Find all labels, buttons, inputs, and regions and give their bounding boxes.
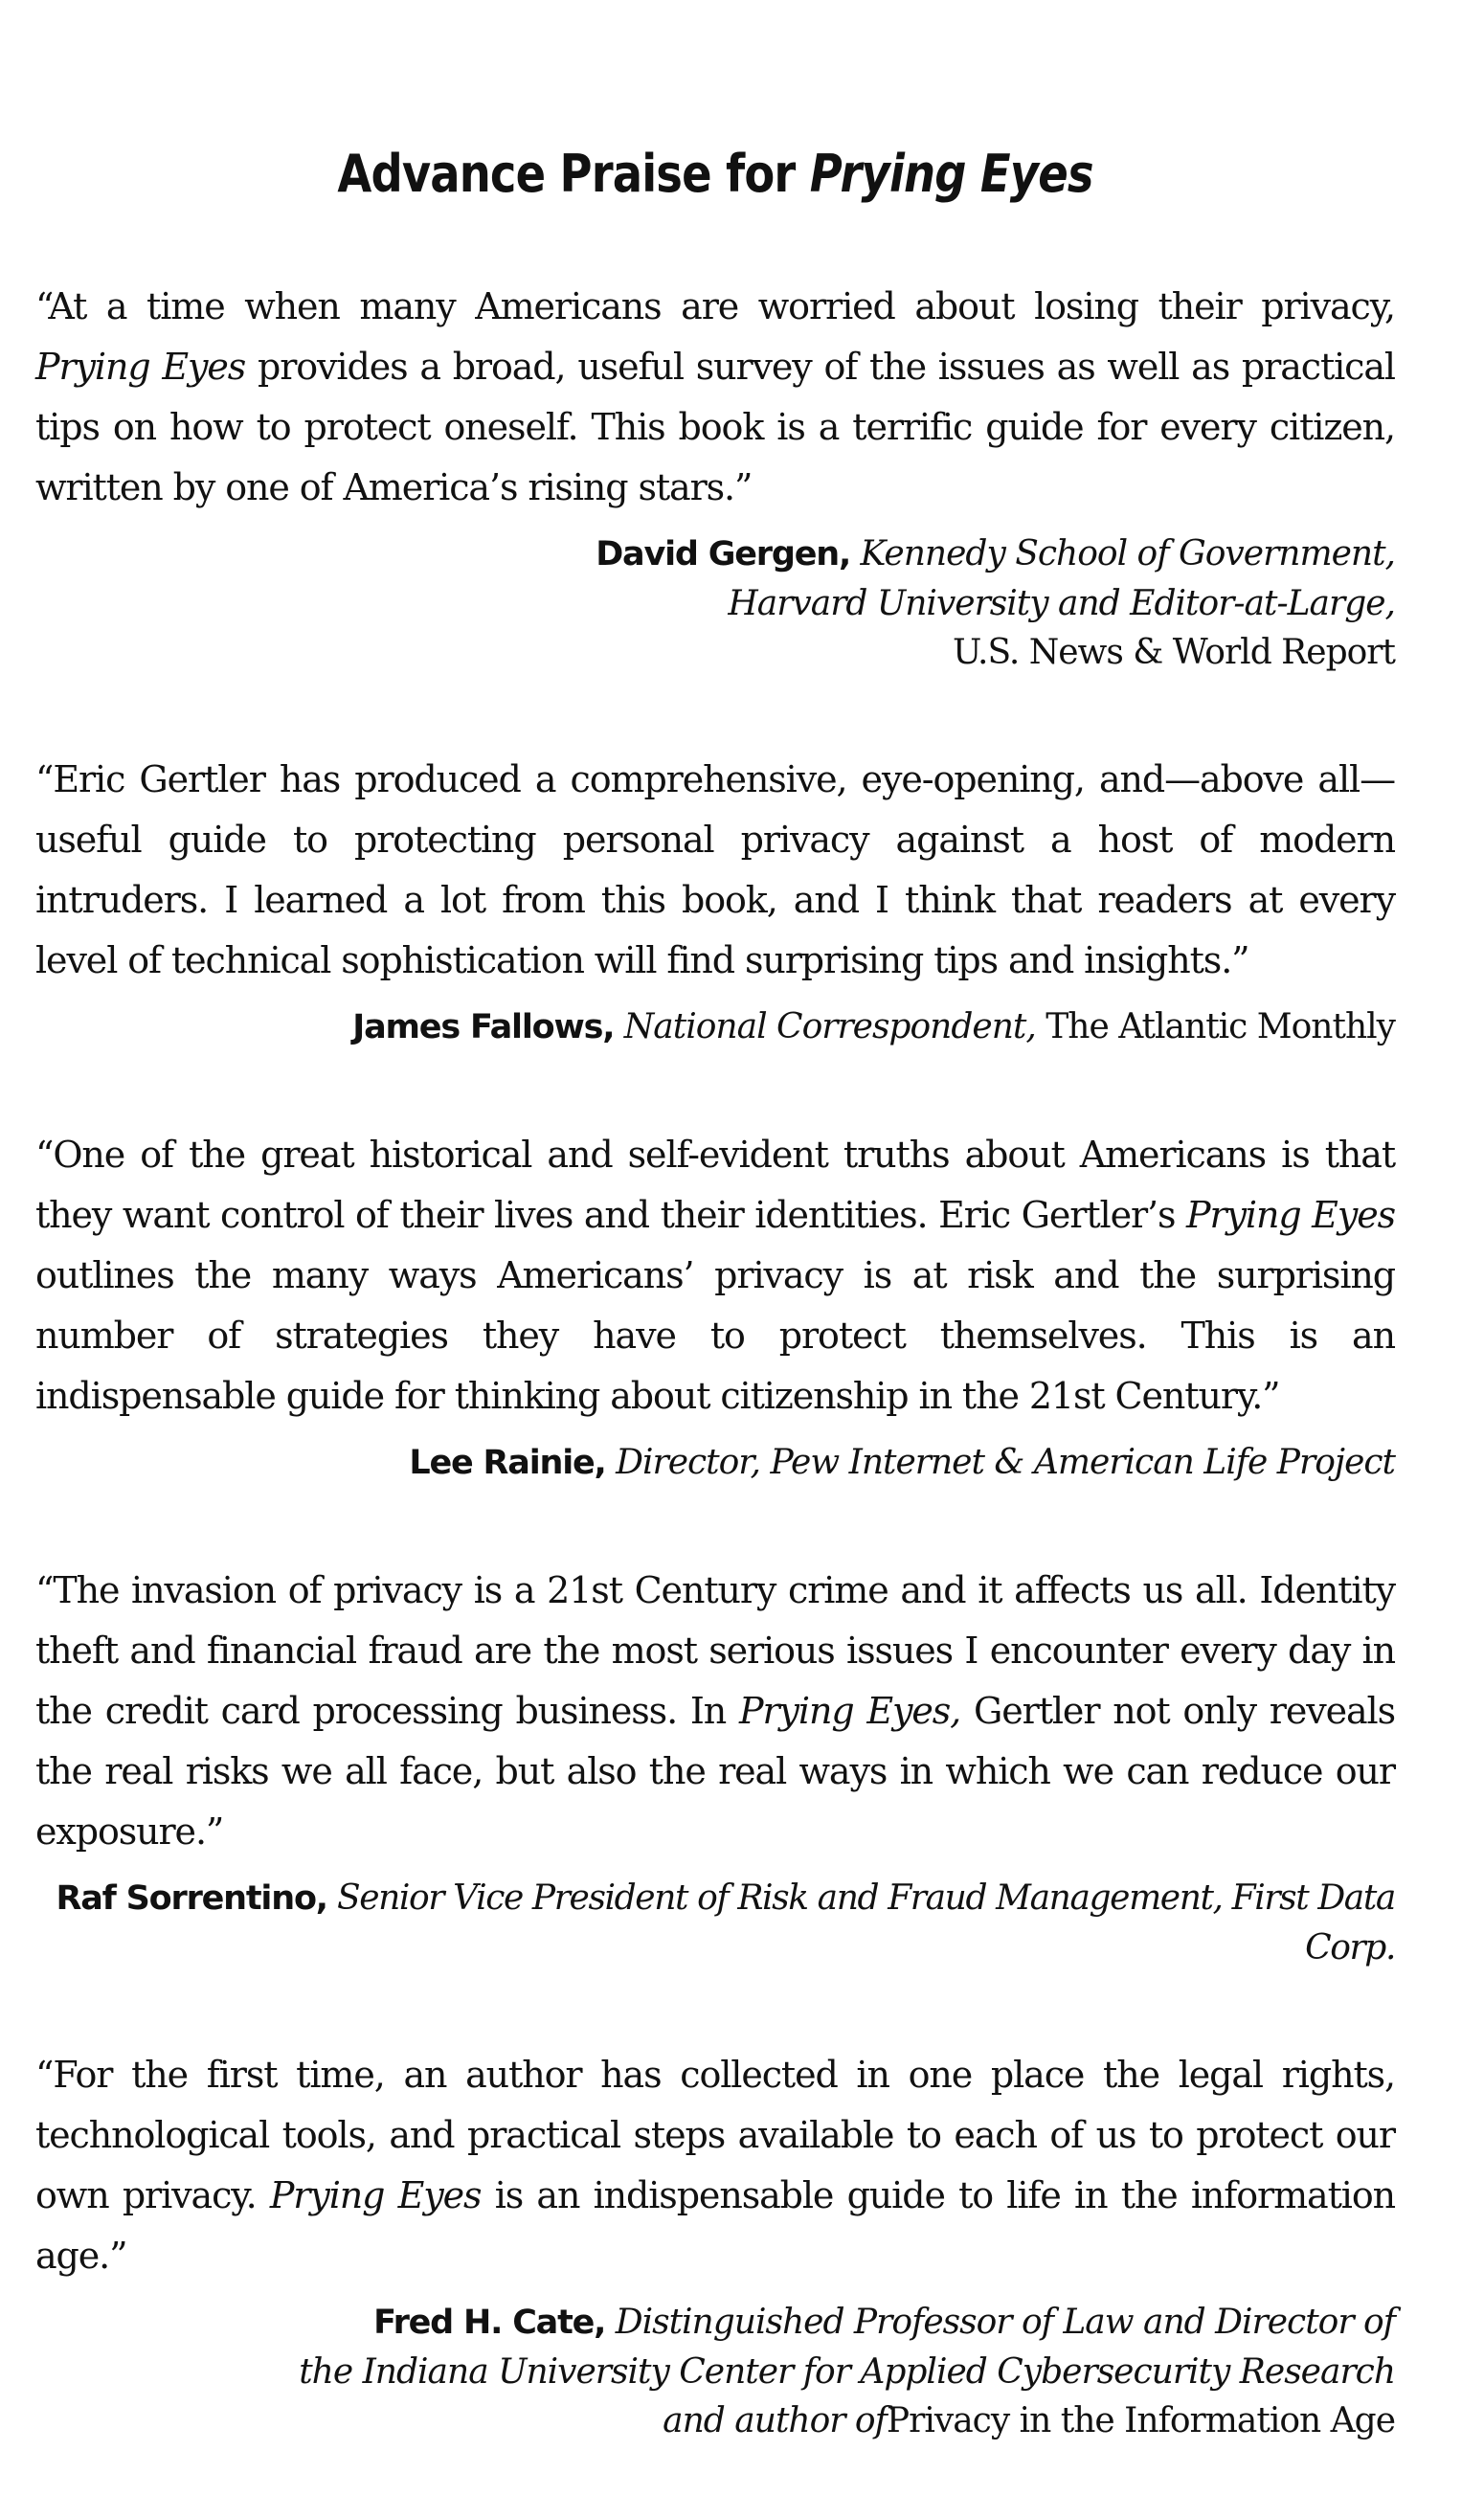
book-title-ref: Prying Eyes [35,346,246,388]
title-book: Prying Eyes [809,144,1093,204]
reviewer-name: Fred H. Cate, [373,2304,606,2342]
quote-attribution [35,529,1395,677]
page-title [130,144,1299,204]
reviewer-role: Senior Vice President of Risk and Fraud Management, First Data Corp. [336,1878,1395,1967]
quote-text: “At a time when many Americans are worried about losing their privacy, Prying Eyes provides a broad, useful survey of the issues as well as practical tips on how to protect oneself. This book is a terrific guide for every citizen, written by one of America’s rising stars.” [35,285,1395,508]
praise-block-sorrentino [35,1561,1395,1972]
praise-page [35,144,1395,2518]
book-title-ref: Prying Eyes [269,2174,482,2216]
book-title-ref: Prying Eyes, [739,1690,961,1732]
reviewer-publication: The Atlantic Monthly [1046,1007,1395,1046]
reviewer-role: Distinguished Professor of Law and Director of [615,2303,1395,2342]
praise-block-cate [35,2045,1395,2445]
book-title-ref: Prying Eyes [1186,1194,1395,1236]
reviewer-role: and author of [663,2401,887,2440]
quote-attribution [35,1438,1395,1488]
quote-text: “One of the great historical and self-evident truths about Americans is that they want control of their lives and their identities. Eric Gertler’s Prying Eyes outlines the many ways Americans’ privacy is at risk and the surprising number of strategies they have to protect themselves. This is an indispensable guide for thinking about citizenship in the 21st Century.” [35,1134,1395,1417]
quote-text: “For the first time, an author has collected in one place the legal rights, technological tools, and practical steps available to each of us to protect our own privacy. Prying Eyes is an indispensable guide to life in the information age.” [35,2054,1395,2277]
quote-text: “The invasion of privacy is a 21st Century crime and it affects us all. Identity theft and financial fraud are the most serious issues I encounter every day in the credit card processing business. In Prying Eyes, Gertler not only reveals the real risks we all face, but also the real ways in which we can reduce our exposure.” [35,1569,1395,1853]
quote-text: “Eric Gertler has produced a comprehensive, eye-opening, and—above all—useful guide to protecting personal privacy against a host of modern intruders. I learned a lot from this book, and I think that readers at every level of technical sophistication will find surprising tips and insights.” [35,758,1395,981]
reviewer-name: Lee Rainie, [409,1444,606,1482]
title-prefix: Advance Praise for [337,144,810,204]
reviewer-role: National Correspondent, [623,1007,1036,1046]
quote-attribution [35,2298,1395,2445]
reviewer-role: the Indiana University Center for Applied Cybersecurity Research [299,2352,1395,2392]
praise-block-rainie [35,1125,1395,1488]
reviewer-name: Raf Sorrentino, [56,1879,327,1918]
reviewer-publication: U.S. News & World Report [952,633,1395,672]
reviewer-role: Director, Pew Internet & American Life Project [616,1443,1395,1482]
reviewer-role: Harvard University and Editor-at-Large, [728,584,1395,623]
reviewer-role: Kennedy School of Government, [860,534,1395,573]
reviewer-name: David Gergen, [596,535,851,573]
reviewer-publication: Privacy in the Information Age [886,2401,1395,2440]
quote-attribution [35,1002,1395,1052]
quote-attribution [35,1874,1395,1972]
praise-block-fallows [35,750,1395,1052]
praise-block-gergen [35,277,1395,677]
reviewer-name: James Fallows, [352,1008,615,1046]
